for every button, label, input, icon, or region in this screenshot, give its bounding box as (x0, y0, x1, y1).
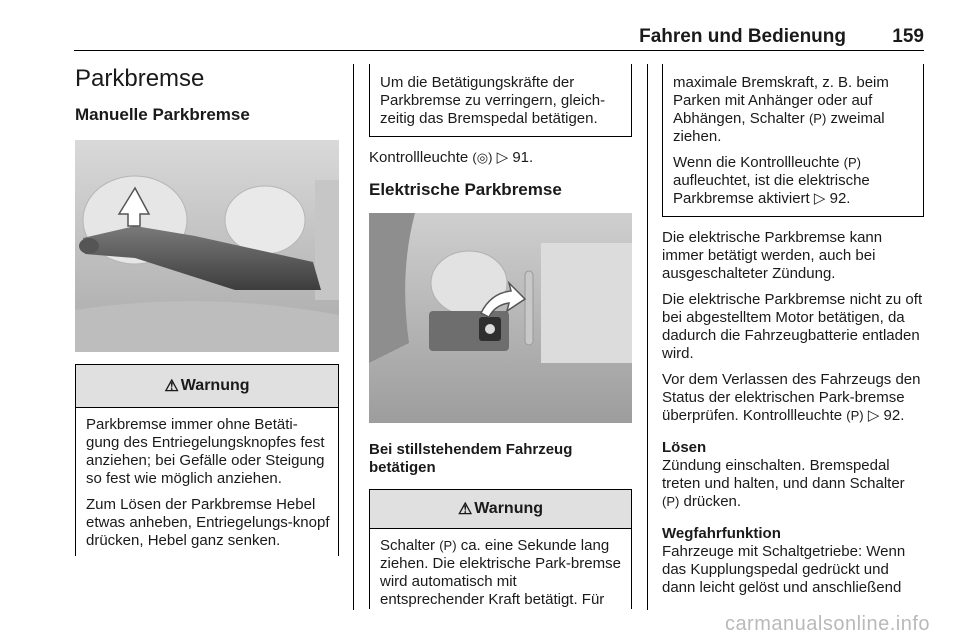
page-header (74, 24, 924, 51)
body-text: Die elektrische Parkbremse kann immer betätigt werden, auch bei ausgeschalteter Zündung. (662, 229, 883, 282)
chapter-title: Fahren und Bedienung (639, 26, 846, 47)
body-text: Fahrzeuge mit Schaltgetriebe: Wenn das Kupplungspedal gedrückt und dann leicht gelöst und anschließend (662, 543, 906, 596)
warning-body (76, 408, 338, 556)
parking-brake-lamp-icon: (P) (843, 155, 862, 170)
warning-box (369, 489, 632, 609)
body-text: Die elektrische Parkbremse nicht zu oft bei abgestelltem Motor betätigen, da dadurch die Fahrzeugbatterie entladen wird. (662, 291, 923, 362)
info-text: maximale Bremskraft, z. B. beim Parken mit Anhänger oder auf Abhängen, Schalter (P) zweimal ziehen. (673, 74, 889, 145)
subheading-drive-away: Wegfahrfunktion (662, 525, 781, 542)
info-text: Um die Betätigungskräfte der Parkbremse zu verringern, gleich-zeitig das Bremspedal betätigen. (380, 74, 606, 127)
lamp-label: Kontrollleuchte (369, 149, 469, 166)
warning-label: Warnung (180, 377, 250, 394)
info-box (369, 64, 632, 137)
column-divider (647, 64, 648, 610)
page-number: 159 (892, 26, 924, 47)
subheading: Bei stillstehendem Fahrzeug betätigen (369, 441, 573, 476)
section-subtitle: Manuelle Parkbremse (75, 105, 250, 124)
parking-brake-switch-icon: (P) (808, 111, 827, 126)
warning-box (75, 364, 339, 556)
info-text: Wenn die Kontrollleuchte (P) aufleuchtet, ist die elektrische Parkbremse aktiviert ▷ 92. (673, 154, 870, 207)
watermark: carmanualsonline.info (724, 613, 930, 635)
column-3 (662, 64, 924, 597)
subheading-release: Lösen (662, 439, 707, 456)
warning-header (370, 490, 631, 529)
parking-brake-switch-icon: (P) (439, 538, 457, 553)
page-ref-icon: ▷ (813, 190, 826, 207)
section-heading: Elektrische Parkbremse (369, 180, 562, 199)
warning-body (370, 529, 631, 609)
warning-text: Parkbremse immer ohne Betäti-gung des Entriegelungsknopfes fest anziehen; bei Gefälle oder Steigung so fest wie möglich anziehen. (86, 416, 325, 487)
page-ref-icon: ▷ (496, 149, 509, 166)
body-text: Vor dem Verlassen des Fahrzeugs den Status der elektrischen Park-bremse überprüfen. Kontrollleuchte (P) ▷ 92. (662, 371, 921, 424)
page-ref-icon: ▷ (867, 407, 880, 424)
warning-icon: ⚠ (164, 378, 179, 395)
column-2 (369, 64, 632, 609)
lamp-reference (369, 149, 632, 167)
parking-brake-lamp-icon: (P) (846, 408, 864, 423)
parking-brake-switch-icon: (P) (662, 494, 680, 509)
column-divider (353, 64, 354, 610)
warning-text: Zum Lösen der Parkbremse Hebel etwas anheben, Entriegelungs-knopf drücken, Hebel ganz senken. (86, 496, 330, 549)
warning-icon: ⚠ (457, 501, 473, 518)
brake-warning-lamp-icon: (◎) (472, 150, 493, 165)
warning-text: Schalter (P) ca. eine Sekunde lang ziehen. Die elektrische Park-bremse wird automatisch mit entsprechender Kraft betätigt. Für (380, 537, 621, 608)
body-text: Zündung einschalten. Bremspedal treten und halten, und dann Schalter (P) drücken. (662, 457, 905, 510)
electric-parking-brake-photo (369, 213, 632, 423)
warning-label: Warnung (474, 500, 544, 517)
info-box (662, 64, 924, 217)
column-1 (75, 60, 339, 556)
lamp-page-ref: 91. (512, 149, 534, 166)
section-title: Parkbremse (75, 65, 205, 92)
manual-parking-brake-photo (75, 140, 339, 352)
electric-brake-illustration (369, 213, 632, 423)
hand-brake-illustration (75, 140, 339, 352)
warning-header (76, 365, 338, 408)
